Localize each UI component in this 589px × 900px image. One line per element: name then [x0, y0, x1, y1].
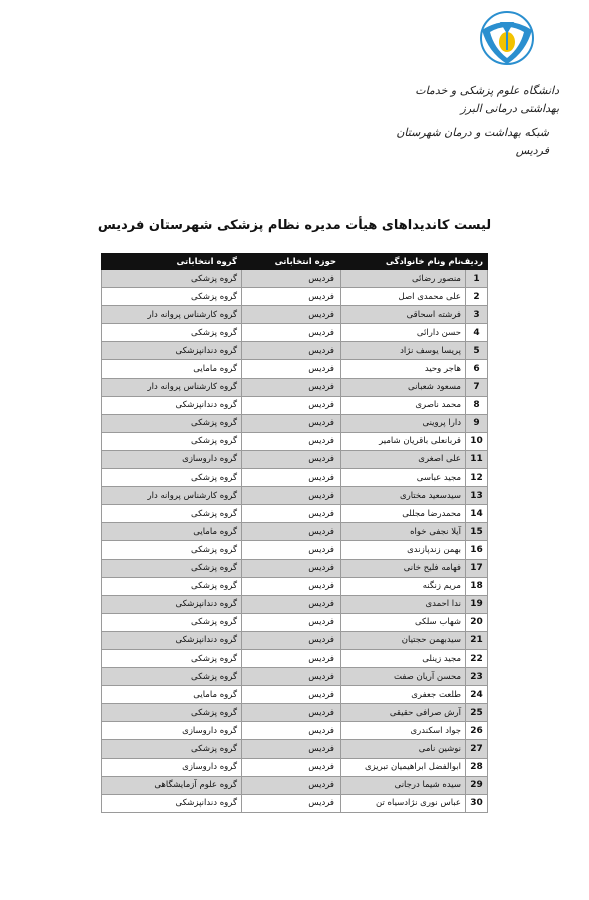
- row-number: 15: [466, 523, 488, 541]
- candidate-name: نوشین نامی: [341, 740, 466, 758]
- table-row: [102, 740, 488, 758]
- candidate-name: محسن آریان صفت: [341, 668, 466, 686]
- row-number: 13: [466, 487, 488, 505]
- row-number: 30: [466, 794, 488, 812]
- table-row: [102, 613, 488, 631]
- row-number: 9: [466, 414, 488, 432]
- electoral-group: گروه پزشکی: [102, 288, 242, 306]
- electoral-group: گروه داروسازی: [102, 450, 242, 468]
- candidate-name: پریسا یوسف نژاد: [341, 342, 466, 360]
- electoral-group: گروه دندانپزشکی: [102, 342, 242, 360]
- candidate-name: عباس نوری نژادسیاه تن: [341, 794, 466, 812]
- electoral-area: فردیس: [242, 649, 341, 667]
- network-name: شبکه بهداشت و درمان شهرستان فردیس: [396, 126, 549, 157]
- table-row: [102, 324, 488, 342]
- electoral-area: فردیس: [242, 523, 341, 541]
- candidate-name: فرشته اسحاقی: [341, 306, 466, 324]
- electoral-area: فردیس: [242, 378, 341, 396]
- electoral-area: فردیس: [242, 613, 341, 631]
- candidate-name: آیلا نجفی خواه: [341, 523, 466, 541]
- electoral-area: فردیس: [242, 396, 341, 414]
- row-number: 4: [466, 324, 488, 342]
- candidate-name: آرش صرافی حقیقی: [341, 704, 466, 722]
- electoral-area: فردیس: [242, 740, 341, 758]
- document-title: لیست کاندیداهای هیأت مدیره نظام پزشکی شهرستان فردیس: [97, 218, 492, 233]
- electoral-area: فردیس: [242, 469, 341, 487]
- candidate-name: محمد ناصری: [341, 396, 466, 414]
- electoral-area: فردیس: [242, 360, 341, 378]
- row-number: 8: [466, 396, 488, 414]
- table-row: [102, 360, 488, 378]
- electoral-group: گروه دندانپزشکی: [102, 396, 242, 414]
- row-number: 7: [466, 378, 488, 396]
- candidate-name: ندا احمدی: [341, 595, 466, 613]
- electoral-area: فردیس: [242, 559, 341, 577]
- column-header-electoral-group: گروه انتخاباتی: [102, 254, 242, 270]
- row-number: 3: [466, 306, 488, 324]
- table-row: [102, 396, 488, 414]
- candidates-table: [101, 253, 488, 813]
- electoral-group: گروه پزشکی: [102, 577, 242, 595]
- row-number: 17: [466, 559, 488, 577]
- electoral-group: گروه پزشکی: [102, 414, 242, 432]
- candidate-name: مجید زینلی: [341, 649, 466, 667]
- candidate-name: قربانعلی باقریان شامیر: [341, 432, 466, 450]
- candidate-name: شهاب سلکی: [341, 613, 466, 631]
- electoral-area: فردیس: [242, 505, 341, 523]
- row-number: 14: [466, 505, 488, 523]
- row-number: 26: [466, 722, 488, 740]
- row-number: 28: [466, 758, 488, 776]
- electoral-area: فردیس: [242, 631, 341, 649]
- row-number: 21: [466, 631, 488, 649]
- electoral-area: فردیس: [242, 595, 341, 613]
- table-row: [102, 306, 488, 324]
- row-number: 1: [466, 270, 488, 288]
- candidate-name: بهمن زندپازندی: [341, 541, 466, 559]
- row-number: 5: [466, 342, 488, 360]
- organization-name: [389, 82, 559, 160]
- table-row: [102, 432, 488, 450]
- table-row: [102, 649, 488, 667]
- electoral-area: فردیس: [242, 794, 341, 812]
- table-row: [102, 631, 488, 649]
- electoral-area: فردیس: [242, 722, 341, 740]
- electoral-group: گروه پزشکی: [102, 668, 242, 686]
- candidate-name: مسعود شعبانی: [341, 378, 466, 396]
- candidate-name: سیدسعید مختاری: [341, 487, 466, 505]
- row-number: 12: [466, 469, 488, 487]
- candidate-name: منصور رضائی: [341, 270, 466, 288]
- table-row: [102, 686, 488, 704]
- electoral-group: گروه پزشکی: [102, 505, 242, 523]
- table-row: [102, 595, 488, 613]
- electoral-area: فردیس: [242, 432, 341, 450]
- electoral-group: گروه پزشکی: [102, 324, 242, 342]
- column-header-row-number: ردیف: [466, 254, 488, 270]
- candidate-name: طلعت جعفری: [341, 686, 466, 704]
- row-number: 20: [466, 613, 488, 631]
- electoral-group: گروه علوم آزمایشگاهی: [102, 776, 242, 794]
- column-header-full-name: نام ونام خانوادگی: [341, 254, 466, 270]
- candidate-name: سیده شیما درجانی: [341, 776, 466, 794]
- row-number: 25: [466, 704, 488, 722]
- table-row: [102, 722, 488, 740]
- candidate-name: فهامه فلیح خانی: [341, 559, 466, 577]
- table-header-row: [102, 254, 488, 270]
- university-name: دانشگاه علوم پزشکی و خدمات بهداشتی درمانی البرز: [415, 84, 559, 115]
- table-row: [102, 776, 488, 794]
- table-row: [102, 794, 488, 812]
- electoral-area: فردیس: [242, 414, 341, 432]
- electoral-group: گروه مامایی: [102, 523, 242, 541]
- candidate-name: سیدبهمن حجتیان: [341, 631, 466, 649]
- table-row: [102, 378, 488, 396]
- row-number: 2: [466, 288, 488, 306]
- electoral-group: گروه پزشکی: [102, 649, 242, 667]
- row-number: 18: [466, 577, 488, 595]
- candidate-name: محمدرضا مجللی: [341, 505, 466, 523]
- electoral-group: گروه پزشکی: [102, 613, 242, 631]
- row-number: 19: [466, 595, 488, 613]
- electoral-area: فردیس: [242, 541, 341, 559]
- electoral-group: گروه کارشناس پروانه دار: [102, 378, 242, 396]
- table-row: [102, 559, 488, 577]
- electoral-group: گروه پزشکی: [102, 270, 242, 288]
- electoral-group: گروه دندانپزشکی: [102, 631, 242, 649]
- electoral-area: فردیس: [242, 270, 341, 288]
- table-row: [102, 704, 488, 722]
- column-header-electoral-area: حوزه انتخاباتی: [242, 254, 341, 270]
- row-number: 27: [466, 740, 488, 758]
- table-row: [102, 288, 488, 306]
- electoral-group: گروه مامایی: [102, 360, 242, 378]
- candidate-name: جواد اسکندری: [341, 722, 466, 740]
- electoral-area: فردیس: [242, 668, 341, 686]
- table-row: [102, 577, 488, 595]
- electoral-group: گروه دندانپزشکی: [102, 794, 242, 812]
- candidate-name: هاجر وحید: [341, 360, 466, 378]
- table-row: [102, 270, 488, 288]
- candidate-name: حسن دارائی: [341, 324, 466, 342]
- table-row: [102, 469, 488, 487]
- row-number: 10: [466, 432, 488, 450]
- electoral-area: فردیس: [242, 324, 341, 342]
- electoral-group: گروه دندانپزشکی: [102, 595, 242, 613]
- table-row: [102, 668, 488, 686]
- table-row: [102, 414, 488, 432]
- table-row: [102, 450, 488, 468]
- electoral-area: فردیس: [242, 450, 341, 468]
- table-row: [102, 541, 488, 559]
- row-number: 16: [466, 541, 488, 559]
- table-row: [102, 505, 488, 523]
- row-number: 29: [466, 776, 488, 794]
- electoral-group: گروه پزشکی: [102, 559, 242, 577]
- candidate-name: دارا پروینی: [341, 414, 466, 432]
- candidate-name: مجید عباسی: [341, 469, 466, 487]
- electoral-area: فردیس: [242, 758, 341, 776]
- electoral-group: گروه داروسازی: [102, 722, 242, 740]
- electoral-group: گروه پزشکی: [102, 740, 242, 758]
- row-number: 11: [466, 450, 488, 468]
- electoral-area: فردیس: [242, 776, 341, 794]
- candidate-name: علی اصغری: [341, 450, 466, 468]
- electoral-group: گروه مامایی: [102, 686, 242, 704]
- electoral-group: گروه پزشکی: [102, 704, 242, 722]
- table-row: [102, 342, 488, 360]
- candidate-name: ابوالفضل ابراهیمیان تبریزی: [341, 758, 466, 776]
- table-row: [102, 523, 488, 541]
- row-number: 24: [466, 686, 488, 704]
- table-row: [102, 487, 488, 505]
- row-number: 6: [466, 360, 488, 378]
- table-row: [102, 758, 488, 776]
- row-number: 23: [466, 668, 488, 686]
- electoral-group: گروه پزشکی: [102, 469, 242, 487]
- electoral-group: گروه کارشناس پروانه دار: [102, 487, 242, 505]
- candidate-name: مریم زنگنه: [341, 577, 466, 595]
- electoral-area: فردیس: [242, 487, 341, 505]
- electoral-area: فردیس: [242, 342, 341, 360]
- electoral-group: گروه داروسازی: [102, 758, 242, 776]
- electoral-area: فردیس: [242, 306, 341, 324]
- electoral-area: فردیس: [242, 288, 341, 306]
- row-number: 22: [466, 649, 488, 667]
- electoral-area: فردیس: [242, 577, 341, 595]
- electoral-area: فردیس: [242, 704, 341, 722]
- candidate-name: علی محمدی اصل: [341, 288, 466, 306]
- electoral-group: گروه کارشناس پروانه دار: [102, 306, 242, 324]
- electoral-group: گروه پزشکی: [102, 541, 242, 559]
- university-logo: [460, 8, 555, 68]
- electoral-group: گروه پزشکی: [102, 432, 242, 450]
- electoral-area: فردیس: [242, 686, 341, 704]
